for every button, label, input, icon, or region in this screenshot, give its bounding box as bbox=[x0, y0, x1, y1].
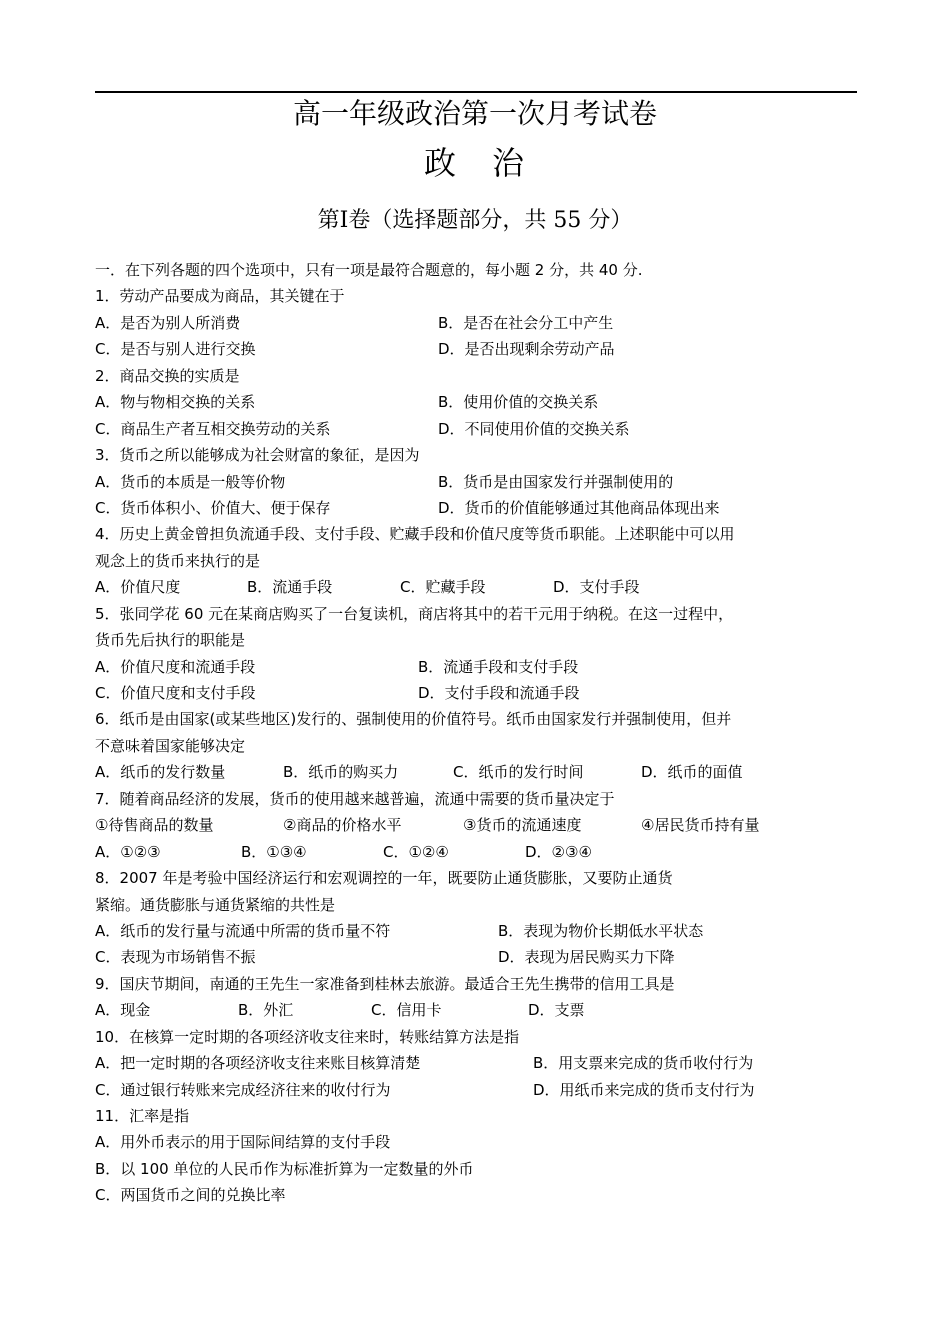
option-c: C．商品生产者互相交换劳动的关系 bbox=[95, 419, 331, 438]
option-c: C．①②④ bbox=[383, 842, 449, 861]
option-b: B．货币是由国家发行并强制使用的 bbox=[438, 472, 674, 491]
question-stem: 11．汇率是指 bbox=[95, 1107, 190, 1125]
option-a: A．物与物相交换的关系 bbox=[95, 393, 256, 412]
option-b: B．表现为物价长期低水平状态 bbox=[498, 921, 704, 940]
option-d: D．货币的价值能够通过其他商品体现出来 bbox=[438, 498, 720, 517]
statement-3: ③货币的流通速度 bbox=[463, 816, 582, 835]
option-b: B．纸币的购买力 bbox=[283, 763, 399, 782]
option-a: A．把一定时期的各项经济收支往来账目核算清楚 bbox=[95, 1054, 421, 1073]
question-stem: 9．国庆节期间，南通的王先生一家准备到桂林去旅游。最适合王先生携带的信用工具是 bbox=[95, 974, 675, 993]
option-row bbox=[95, 310, 865, 336]
question-stem-cont: 观念上的货币来执行的是 bbox=[95, 551, 261, 570]
option-row bbox=[95, 1050, 865, 1076]
statement-1: ①待售商品的数量 bbox=[95, 816, 214, 835]
question-stem: 1．劳动产品要成为商品，其关键在于 bbox=[95, 287, 345, 306]
option-a: A．货币的本质是一般等价物 bbox=[95, 472, 286, 491]
question-stem: 6．纸币是由国家(或某些地区)发行的、强制使用的价值符号。纸币由国家发行并强制使用，但并 bbox=[95, 710, 732, 729]
option-c: C．通过银行转账来完成经济往来的收付行为 bbox=[95, 1080, 391, 1099]
statement-4: ④居民货币持有量 bbox=[641, 816, 760, 835]
question-stem: 5．张同学花 60 元在某商店购买了一台复读机，商店将其中的若干元用于纳税。在这一过程中， bbox=[95, 604, 734, 623]
subject-title: 政 治 bbox=[423, 144, 526, 182]
option-row bbox=[95, 495, 865, 521]
option-row bbox=[95, 759, 865, 785]
option-row bbox=[95, 574, 865, 600]
option-b: B．使用价值的交换关系 bbox=[438, 393, 599, 412]
question-stem-cont: 紧缩。通货膨胀与通货紧缩的共性是 bbox=[95, 895, 336, 914]
option-row bbox=[95, 1077, 865, 1103]
option-row bbox=[95, 469, 865, 495]
option-a: A．用外币表示的用于国际间结算的支付手段 bbox=[95, 1133, 391, 1152]
option-c: C．表现为市场销售不振 bbox=[95, 948, 256, 967]
option-c: C．两国货币之间的兑换比率 bbox=[95, 1186, 286, 1205]
option-row bbox=[95, 389, 865, 415]
option-b: B．用支票来完成的货币收付行为 bbox=[533, 1054, 754, 1073]
option-a: A．是否为别人所消费 bbox=[95, 313, 241, 332]
question-stem: 10．在核算一定时期的各项经济收支往来时，转账结算方法是指 bbox=[95, 1027, 520, 1046]
option-c: C．纸币的发行时间 bbox=[453, 763, 584, 782]
option-a: A．现金 bbox=[95, 1001, 151, 1020]
option-d: D．支付手段和流通手段 bbox=[418, 684, 580, 702]
option-row bbox=[95, 918, 865, 944]
question-stem: 7．随着商品经济的发展，货币的使用越来越普遍，流通中需要的货币量决定于 bbox=[95, 789, 615, 808]
option-b: B．流通手段 bbox=[247, 578, 333, 597]
question-stem: 4．历史上黄金曾担负流通手段、支付手段、贮藏手段和价值尺度等货币职能。上述职能中可以用 bbox=[95, 525, 735, 544]
option-row bbox=[95, 416, 865, 442]
option-a: A．价值尺度和流通手段 bbox=[95, 657, 256, 676]
header-rule bbox=[95, 91, 857, 93]
option-a: A．价值尺度 bbox=[95, 578, 181, 597]
option-row bbox=[95, 680, 865, 706]
option-b: B．流通手段和支付手段 bbox=[418, 657, 579, 676]
option-row bbox=[95, 336, 865, 362]
option-d: D．纸币的面值 bbox=[641, 763, 743, 782]
option-a: A．①②③ bbox=[95, 842, 161, 861]
statement-row bbox=[95, 812, 865, 838]
option-a: A．纸币的发行数量 bbox=[95, 763, 226, 782]
option-b: B．以 100 单位的人民币作为标准折算为一定数量的外币 bbox=[95, 1159, 474, 1178]
option-d: D．支付手段 bbox=[553, 578, 640, 597]
option-d: D．支票 bbox=[528, 1001, 585, 1020]
option-b: B．是否在社会分工中产生 bbox=[438, 313, 614, 332]
option-row bbox=[95, 944, 865, 970]
option-c: C．是否与别人进行交换 bbox=[95, 340, 256, 359]
option-d: D．表现为居民购买力下降 bbox=[498, 948, 675, 967]
exam-title: 高一年级政治第一次月考试卷 bbox=[292, 97, 657, 130]
option-d: D．②③④ bbox=[525, 842, 592, 861]
question-stem: 2．商品交换的实质是 bbox=[95, 366, 240, 385]
option-row bbox=[95, 839, 865, 865]
option-b: B．①③④ bbox=[241, 842, 307, 861]
question-stem: 8．2007 年是考验中国经济运行和宏观调控的一年，既要防止通货膨胀，又要防止通货 bbox=[95, 869, 673, 888]
option-row bbox=[95, 654, 865, 680]
question-stem-cont: 不意味着国家能够决定 bbox=[95, 736, 246, 755]
option-row bbox=[95, 997, 865, 1023]
question-stem-cont: 货币先后执行的职能是 bbox=[95, 631, 246, 650]
option-a: A．纸币的发行量与流通中所需的货币量不符 bbox=[95, 921, 391, 940]
question-list bbox=[95, 257, 865, 1209]
option-c: C．货币体积小、价值大、便于保存 bbox=[95, 498, 331, 517]
section-title: 第Ⅰ卷（选择题部分，共 55 分） bbox=[317, 208, 633, 233]
instructions: 一．在下列各题的四个选项中，只有一项是最符合题意的，每小题 2 分，共 40 分. bbox=[95, 261, 643, 279]
option-c: C．贮藏手段 bbox=[400, 578, 486, 597]
option-d: D．是否出现剩余劳动产品 bbox=[438, 340, 615, 359]
option-c: C．价值尺度和支付手段 bbox=[95, 684, 256, 702]
option-c: C．信用卡 bbox=[371, 1001, 442, 1020]
statement-2: ②商品的价格水平 bbox=[283, 816, 402, 835]
option-d: D．不同使用价值的交换关系 bbox=[438, 419, 630, 438]
option-d: D．用纸币来完成的货币支付行为 bbox=[533, 1080, 755, 1099]
question-stem: 3．货币之所以能够成为社会财富的象征，是因为 bbox=[95, 446, 420, 465]
option-b: B．外汇 bbox=[238, 1001, 294, 1020]
